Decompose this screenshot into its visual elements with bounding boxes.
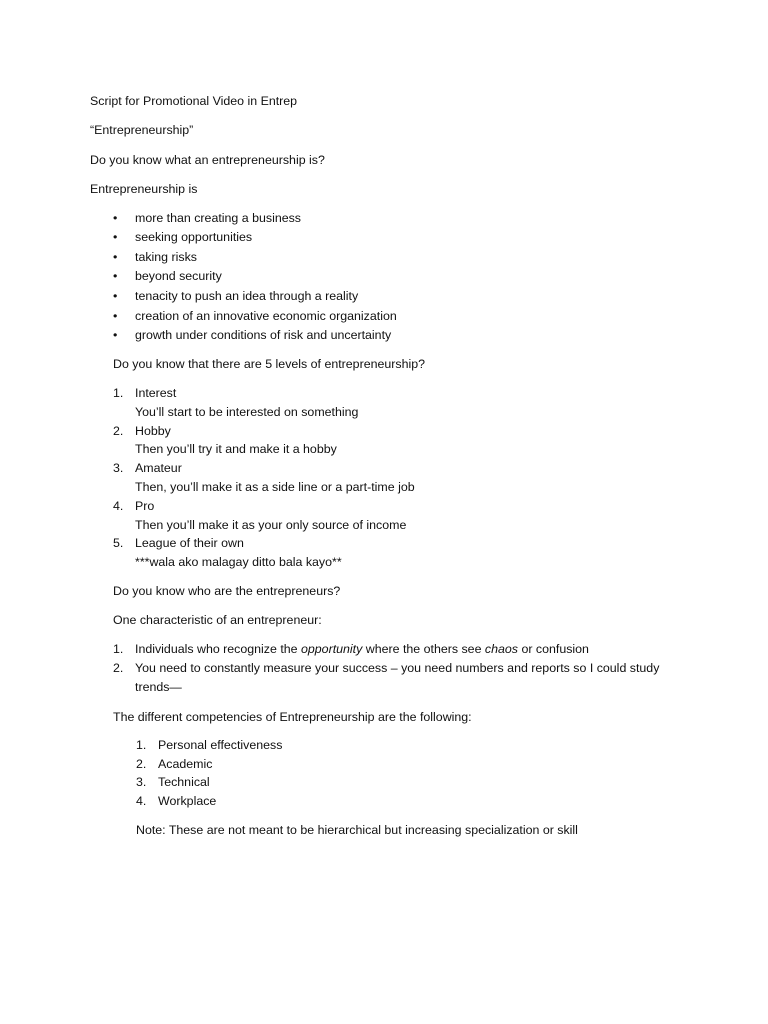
list-number: 2. (113, 424, 124, 438)
list-number: 1. (113, 642, 124, 656)
characteristic-item-continued: trends— (135, 680, 182, 694)
list-item: creation of an innovative economic organization (135, 309, 397, 323)
bullet-icon: • (113, 269, 118, 283)
level-title: Hobby (135, 424, 171, 438)
competencies-intro: The different competencies of Entrepreneurship are the following: (113, 710, 472, 724)
list-number: 2. (113, 661, 124, 675)
list-number: 4. (113, 499, 124, 513)
bullet-icon: • (113, 250, 118, 264)
list-number: 2. (136, 757, 147, 771)
competency-item: Academic (158, 757, 213, 771)
level-title: League of their own (135, 536, 244, 550)
competency-item: Personal effectiveness (158, 738, 283, 752)
quote-heading: “Entrepreneurship” (90, 123, 194, 137)
question-levels: Do you know that there are 5 levels of entrepreneurship? (113, 357, 426, 371)
competency-item: Technical (158, 775, 210, 789)
bullet-icon: • (113, 211, 118, 225)
intro-text: Entrepreneurship is (90, 182, 198, 196)
bullet-icon: • (113, 328, 118, 342)
doc-title: Script for Promotional Video in Entrep (90, 94, 298, 108)
level-title: Pro (135, 499, 155, 513)
list-item: growth under conditions of risk and uncertainty (135, 328, 392, 342)
note-text: Note: These are not meant to be hierarchical but increasing specialization or skill (136, 823, 578, 837)
list-item: seeking opportunities (135, 230, 253, 244)
characteristic-text: where the others see (362, 642, 485, 656)
list-number: 1. (136, 738, 147, 752)
characteristic-item: You need to constantly measure your success – you need numbers and reports so I could study (135, 661, 660, 675)
level-description: ***wala ako malagay ditto bala kayo** (135, 555, 342, 569)
level-description: Then you’ll make it as your only source of income (135, 518, 407, 532)
list-number: 3. (113, 461, 124, 475)
characteristic-text: Individuals who recognize the (135, 642, 301, 656)
question-who: Do you know who are the entrepreneurs? (113, 584, 341, 598)
level-title: Interest (135, 386, 177, 400)
emphasis-opportunity: opportunity (301, 642, 363, 656)
bullet-icon: • (113, 309, 118, 323)
list-number: 4. (136, 794, 147, 808)
list-item: beyond security (135, 269, 222, 283)
competency-item: Workplace (158, 794, 217, 808)
list-number: 1. (113, 386, 124, 400)
bullet-icon: • (113, 230, 118, 244)
level-title: Amateur (135, 461, 182, 475)
emphasis-chaos: chaos (484, 642, 518, 656)
level-description: You’ll start to be interested on something (135, 405, 359, 419)
level-description: Then you’ll try it and make it a hobby (135, 442, 337, 456)
characteristic-intro: One characteristic of an entrepreneur: (113, 613, 322, 627)
list-number: 5. (113, 536, 124, 550)
bullet-icon: • (113, 289, 118, 303)
list-item: tenacity to push an idea through a reality (135, 289, 359, 303)
level-description: Then, you’ll make it as a side line or a part-time job (135, 480, 415, 494)
list-number: 3. (136, 775, 147, 789)
list-item: taking risks (135, 250, 197, 264)
list-item: more than creating a business (135, 211, 301, 225)
characteristic-text: or confusion (518, 642, 589, 656)
characteristic-item (135, 640, 589, 658)
question-what: Do you know what an entrepreneurship is? (90, 153, 325, 167)
